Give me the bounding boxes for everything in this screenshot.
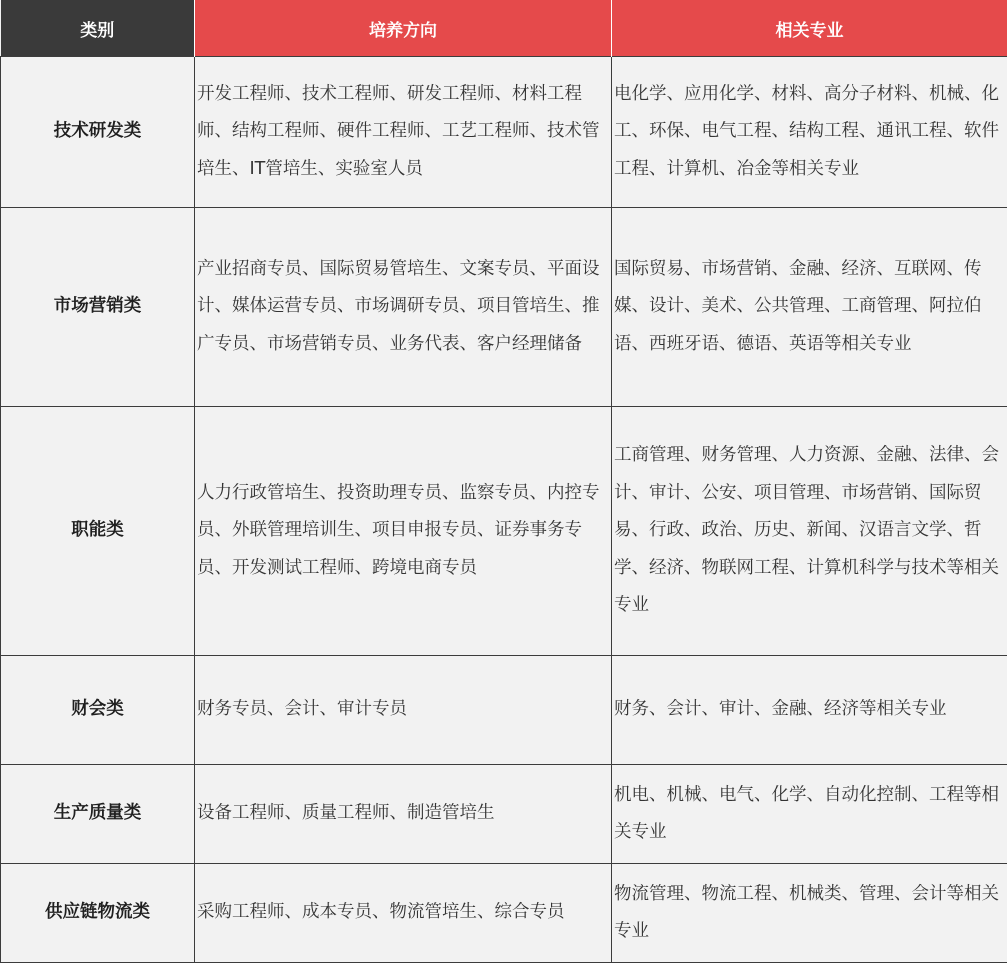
category-cell: 市场营销类: [1, 208, 195, 407]
majors-cell: 国际贸易、市场营销、金融、经济、互联网、传媒、设计、美术、公共管理、工商管理、阿拉伯语、西班牙语、德语、英语等相关专业: [612, 208, 1007, 407]
category-cell: 技术研发类: [1, 57, 195, 208]
direction-cell: 产业招商专员、国际贸易管培生、文案专员、平面设计、媒体运营专员、市场调研专员、项目管培生、推广专员、市场营销专员、业务代表、客户经理储备: [195, 208, 612, 407]
direction-cell: 开发工程师、技术工程师、研发工程师、材料工程师、结构工程师、硬件工程师、工艺工程师、技术管培生、IT管培生、实验室人员: [195, 57, 612, 208]
header-direction: 培养方向: [195, 0, 612, 57]
table-row: [1, 407, 1007, 656]
direction-cell: 采购工程师、成本专员、物流管培生、综合专员: [195, 864, 612, 963]
table-row: [1, 765, 1007, 864]
direction-cell: 财务专员、会计、审计专员: [195, 656, 612, 765]
category-cell: 供应链物流类: [1, 864, 195, 963]
category-cell: 生产质量类: [1, 765, 195, 864]
header-category: 类别: [1, 0, 195, 57]
header-row: [1, 0, 1007, 57]
table-row: [1, 57, 1007, 208]
table-row: [1, 864, 1007, 963]
category-cell: 财会类: [1, 656, 195, 765]
majors-cell: 财务、会计、审计、金融、经济等相关专业: [612, 656, 1007, 765]
table-row: [1, 656, 1007, 765]
majors-cell: 物流管理、物流工程、机械类、管理、会计等相关专业: [612, 864, 1007, 963]
direction-cell: 人力行政管培生、投资助理专员、监察专员、内控专员、外联管理培训生、项目申报专员、证券事务专员、开发测试工程师、跨境电商专员: [195, 407, 612, 656]
category-cell: 职能类: [1, 407, 195, 656]
majors-cell: 机电、机械、电气、化学、自动化控制、工程等相关专业: [612, 765, 1007, 864]
table-row: [1, 208, 1007, 407]
majors-cell: 工商管理、财务管理、人力资源、金融、法律、会计、审计、公安、项目管理、市场营销、国际贸易、行政、政治、历史、新闻、汉语言文学、哲学、经济、物联网工程、计算机科学与技术等相关专业: [612, 407, 1007, 656]
header-majors: 相关专业: [612, 0, 1007, 57]
direction-cell: 设备工程师、质量工程师、制造管培生: [195, 765, 612, 864]
majors-cell: 电化学、应用化学、材料、高分子材料、机械、化工、环保、电气工程、结构工程、通讯工程、软件工程、计算机、冶金等相关专业: [612, 57, 1007, 208]
